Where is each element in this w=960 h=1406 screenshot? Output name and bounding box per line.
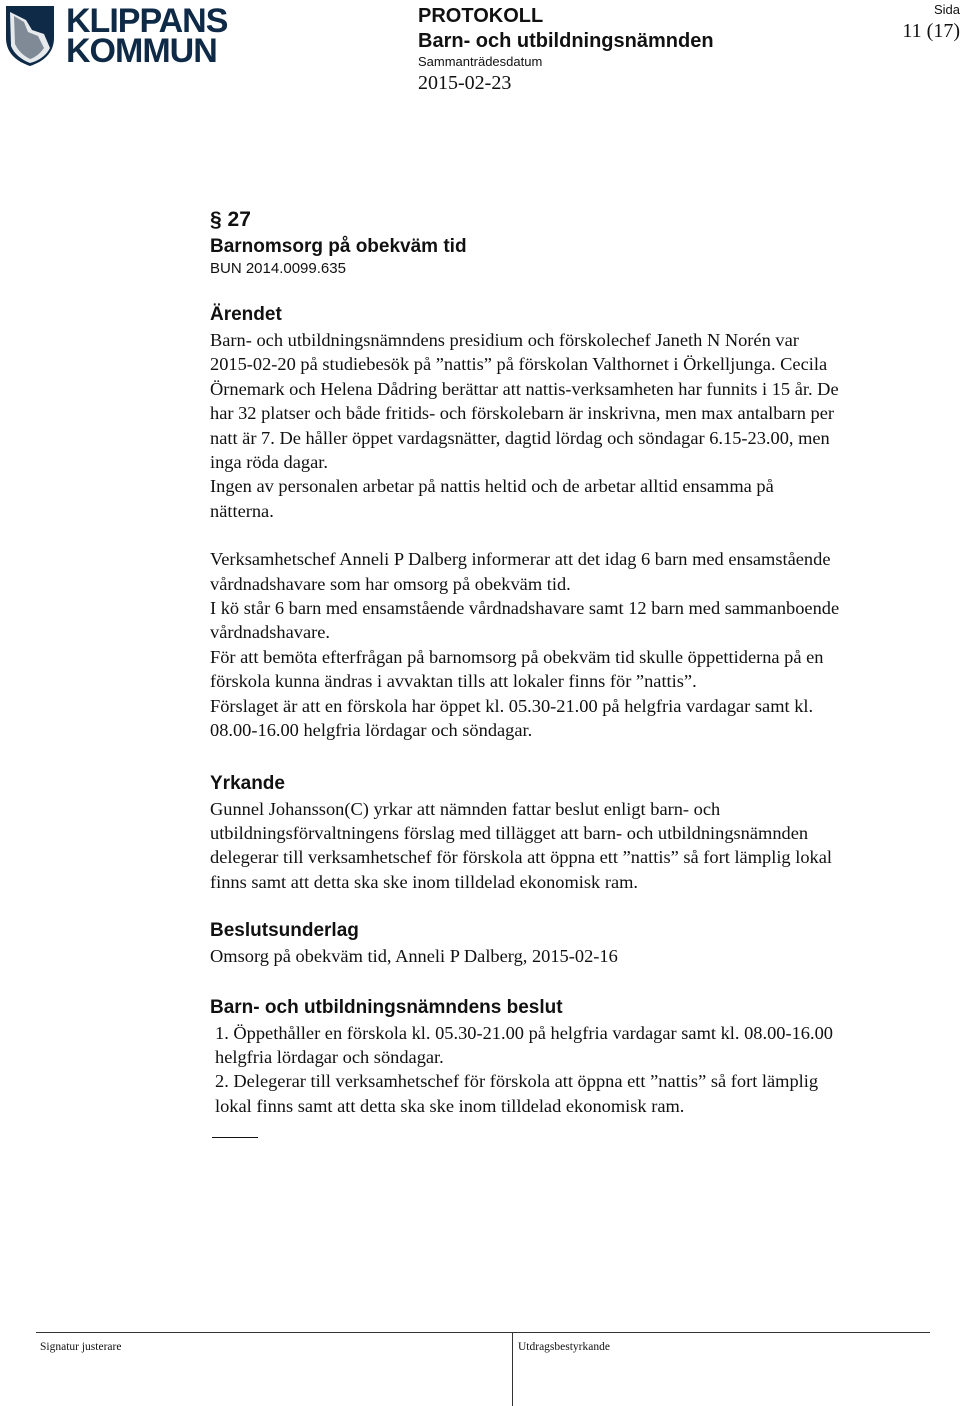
- logo-line-1: KLIPPANS: [66, 2, 228, 40]
- section-number: § 27: [210, 208, 251, 231]
- text-line: vårdnadshavare.: [210, 622, 330, 643]
- text-line: Verksamhetschef Anneli P Dalberg informerar att det idag 6 barn med ensamstående: [210, 549, 831, 570]
- text-line: 08.00-16.00 helgfria lördagar och söndagar.: [210, 720, 533, 741]
- text-line: delegerar till verksamhetschef för förskola att öppna ett ”nattis” så fort lämplig lokal: [210, 847, 832, 868]
- footer-rule: [36, 1332, 930, 1333]
- text-line: Barn- och utbildningsnämndens presidium och förskolechef Janeth N Norén var: [210, 330, 799, 350]
- text-line: nätterna.: [210, 500, 274, 521]
- text-line: Örnemark och Helena Dådring berättar att nattis-verksamheten har funnits i 15 år. De: [210, 378, 839, 399]
- yrkande-paragraph: [210, 797, 940, 895]
- case-title: Barnomsorg på obekväm tid: [210, 236, 467, 257]
- end-divider: [212, 1137, 258, 1138]
- klippan-shield-icon: [4, 4, 56, 68]
- beslut-list: [210, 1021, 940, 1119]
- heading-arendet: Ärendet: [210, 304, 282, 325]
- list-item-line: 1. Öppethåller en förskola kl. 05.30-21.00 på helgfria vardagar samt kl. 08.00-16.00: [215, 1022, 833, 1043]
- document-type: PROTOKOLL: [418, 5, 544, 27]
- page-label: Sida: [933, 2, 960, 17]
- meeting-date: 2015-02-23: [418, 72, 512, 94]
- heading-beslutsunderlag: Beslutsunderlag: [210, 920, 359, 942]
- text-line: 2015-02-20 på studiebesök på ”nattis” på förskolan Valthornet i Örkelljunga. Cecila: [210, 354, 828, 375]
- text-line: I kö står 6 barn med ensamstående vårdnadshavare samt 12 barn med sammanboende: [210, 598, 840, 619]
- arendet-paragraph-1: [210, 328, 940, 523]
- text-line: vårdnadshavare som har omsorg på obekväm tid.: [210, 573, 571, 594]
- heading-beslut: Barn- och utbildningsnämndens beslut: [210, 996, 563, 1018]
- text-line: Ingen av personalen arbetar på nattis heltid och de arbetar alltid ensamma på: [210, 476, 774, 497]
- page-indicator: [880, 2, 960, 44]
- committee-name: Barn- och utbildningsnämnden: [418, 30, 714, 52]
- text-line: förskola kunna ändras i avvaktan tills att lokaler finns för ”nattis”.: [210, 671, 697, 692]
- text-line: inga röda dagar.: [210, 452, 328, 473]
- document-content: [210, 206, 940, 1118]
- page-number: 11 (17): [902, 20, 960, 42]
- text-line: natt är 7. De håller öppet vardagsnätter, dagtid lördag och söndagar 6.15-23.00, men: [210, 427, 830, 448]
- beslutsunderlag-line: Omsorg på obekväm tid, Anneli P Dalberg, 2015-02-16: [210, 946, 618, 967]
- list-item-line: lokal finns samt att detta ska ske inom tilldelad ekonomisk ram.: [215, 1095, 685, 1116]
- certification-label: Utdragsbestyrkande: [518, 1341, 610, 1353]
- text-line: finns samt att detta ska ske inom tilldelad ekonomisk ram.: [210, 871, 639, 892]
- list-item-line: helgfria lördagar och söndagar.: [215, 1046, 444, 1067]
- municipality-logo: [4, 2, 228, 70]
- list-item-line: 2. Delegerar till verksamhetschef för förskola att öppna ett ”nattis” så fort lämplig: [215, 1071, 819, 1092]
- text-line: Gunnel Johansson(C) yrkar att nämnden fattar beslut enligt barn- och: [210, 798, 721, 819]
- heading-yrkande: Yrkande: [210, 772, 285, 794]
- arendet-paragraph-2: [210, 547, 940, 742]
- meeting-date-label: Sammanträdesdatum: [418, 54, 543, 69]
- text-line: har 32 platser och både fritids- och förskolebarn är inskrivna, men max antalbarn per: [210, 403, 835, 424]
- document-header: [418, 4, 714, 96]
- logo-line-2: KOMMUN: [66, 32, 217, 70]
- case-number: BUN 2014.0099.635: [210, 260, 346, 277]
- text-line: För att bemöta efterfrågan på barnomsorg på obekväm tid skulle öppettiderna på en: [210, 646, 824, 667]
- logo-wordmark: [66, 2, 228, 70]
- text-line: utbildningsförvaltningens förslag med tillägget att barn- och utbildningsnämnden: [210, 822, 809, 843]
- signature-label: Signatur justerare: [40, 1341, 122, 1353]
- footer-divider: [512, 1332, 513, 1406]
- text-line: Förslaget är att en förskola har öppet kl. 05.30-21.00 på helgfria vardagar samt kl.: [210, 695, 814, 716]
